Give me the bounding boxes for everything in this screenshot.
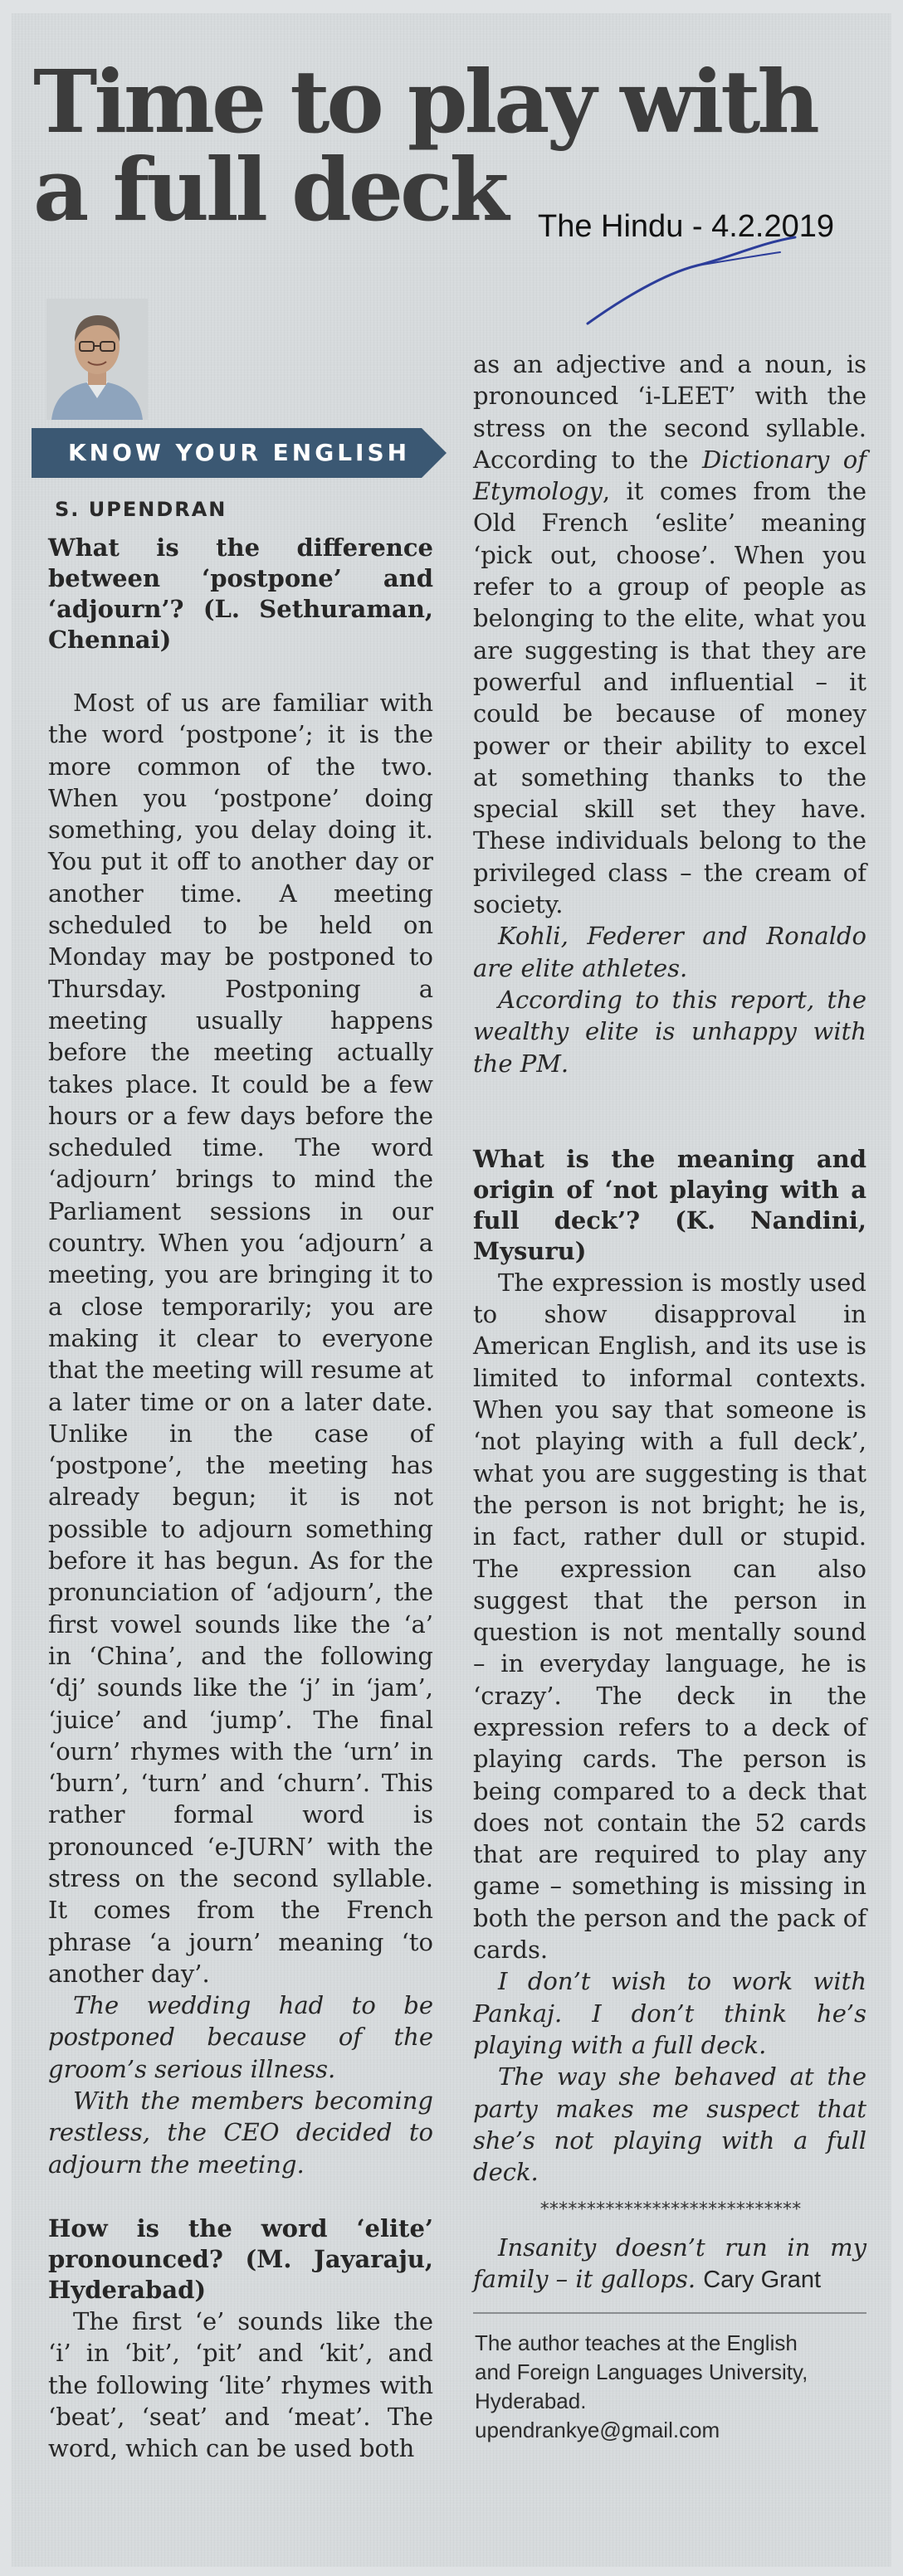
column-name: KNOW YOUR ENGLISH: [67, 439, 411, 466]
headline-line-1: Time to play with: [33, 51, 817, 153]
example-2a: Kohli, Federer and Ronaldo are elite athletes.: [473, 922, 866, 982]
right-column: [473, 348, 866, 2445]
handwritten-source-note: The Hindu - 4.2.2019: [538, 209, 835, 244]
headline-line-2: a full deck: [33, 139, 506, 241]
author-byline: S. UPENDRAN: [55, 498, 227, 521]
bio-line-1: The author teaches at the English: [475, 2330, 798, 2356]
headline: [33, 51, 817, 241]
answer-2-part-2: [473, 348, 866, 920]
column-banner: [32, 428, 447, 478]
separator-stars: ****************************: [539, 2199, 801, 2221]
answer-2-text-a: as an adjective and a noun, is pronounced ‘i-LEET’ with the stress on the second syllable. According to the: [473, 350, 866, 474]
pen-underline-stroke: [573, 232, 903, 332]
author-email: upendrankye@gmail.com: [475, 2418, 720, 2443]
question-3: What is the meaning and origin of ‘not playing with a full deck’? (K. Nandini, Mysuru): [473, 1144, 866, 1265]
example-3a: I don’t wish to work with Pankaj. I don’t think he’s playing with a full deck.: [473, 1967, 866, 2059]
bio-line-2: and Foreign Languages University,: [475, 2359, 808, 2385]
example-1a: The wedding had to be postponed because of the groom’s serious illness.: [48, 1991, 433, 2083]
closing-quote-author: Cary Grant: [703, 2267, 822, 2294]
question-2: How is the word ‘elite’ pronounced? (M. Jayaraju, Hyderabad): [48, 2213, 433, 2304]
answer-1: Most of us are familiar with the word ‘postpone’; it is the more common of the two. When you ‘postpone’ doing something, you delay doing it. You put it off to another day or another time. A meeting scheduled to be held on Monday may be postponed to Thursday. Postponing a meeting usually happens before the meeting actually takes place. It could be a few hours or a few days before the scheduled time. The word ‘adjourn’ brings to mind the Parliament sessions in our country. When you ‘adjourn’ a meeting, you are bringing it to a close temporarily; you are making it clear to everyone that the meeting will resume at a later time or on a later date. Unlike in the case of ‘postpone’, the meeting has already begun; it is not possible to adjourn something before it has begun. As for the pronunciation of ‘adjourn’, the first vowel sounds like the ‘a’ in ‘China’, and the following ‘dj’ sounds like the ‘j’ in ‘jam’, ‘juice’ and ‘jump’. The final ‘ourn’ rhymes with the ‘urn’ in ‘burn’, ‘turn’ and ‘churn’. This rather formal word is pronounced ‘e-JURN’ with the stress on the second syllable. It comes from the French phrase ‘a journ’ meaning ‘to another day’.: [48, 689, 433, 1988]
question-1: What is the difference between ‘postpone’ and ‘adjourn’? (L. Sethuraman, Chennai): [48, 533, 433, 654]
answer-3: The expression is mostly used to show disapproval in American English, and its use is limited to informal contexts. When you say that someone is ‘not playing with a full deck’, what you are suggesting is that the person is not bright; he is, in fact, rather dull or stupid. The expression can also suggest that the person in question is not mentally sound – in everyday language, he is ‘crazy’. The deck in the expression refers to a deck of playing cards. The person is being compared to a deck that does not contain the 52 cards that are required to play any game – something is missing in both the person and the pack of cards.: [473, 1268, 866, 1965]
example-3b: The way she behaved at the party makes me suspect that she’s not playing with a full deck.: [473, 2062, 866, 2187]
bio-divider: [473, 2312, 866, 2314]
example-2b: According to this report, the wealthy elite is unhappy with the PM.: [473, 985, 866, 1078]
closing-quote-text: Insanity doesn’t run in my family – it gallops.: [473, 2233, 866, 2294]
author-photo: [46, 299, 148, 420]
bio-line-3: Hyderabad.: [475, 2389, 587, 2414]
closing-quote: [473, 2232, 866, 2296]
author-bio: [473, 2329, 866, 2445]
example-1b: With the members becoming restless, the CEO decided to adjourn the meeting.: [48, 2087, 433, 2179]
answer-2-part-1: The first ‘e’ sounds like the ‘i’ in ‘bit’, ‘pit’ and ‘kit’, and the following ‘lite’ rhymes with ‘beat’, ‘seat’ and ‘meat’. The word, which can be used both: [48, 2306, 433, 2463]
dictionary-title: Dictionary of Etymology: [473, 445, 866, 506]
left-column: [48, 528, 433, 2464]
answer-2-text-b: , it comes from the Old French ‘eslite’ meaning ‘pick out, choose’. When you refer to a group of people as belonging to the elite, what you are suggesting is that they are powerful and influential – it could be because of money power or their ability to excel at something thanks to the special skill set they have. These individuals belong to the privileged class – the cream of society.: [473, 477, 866, 919]
